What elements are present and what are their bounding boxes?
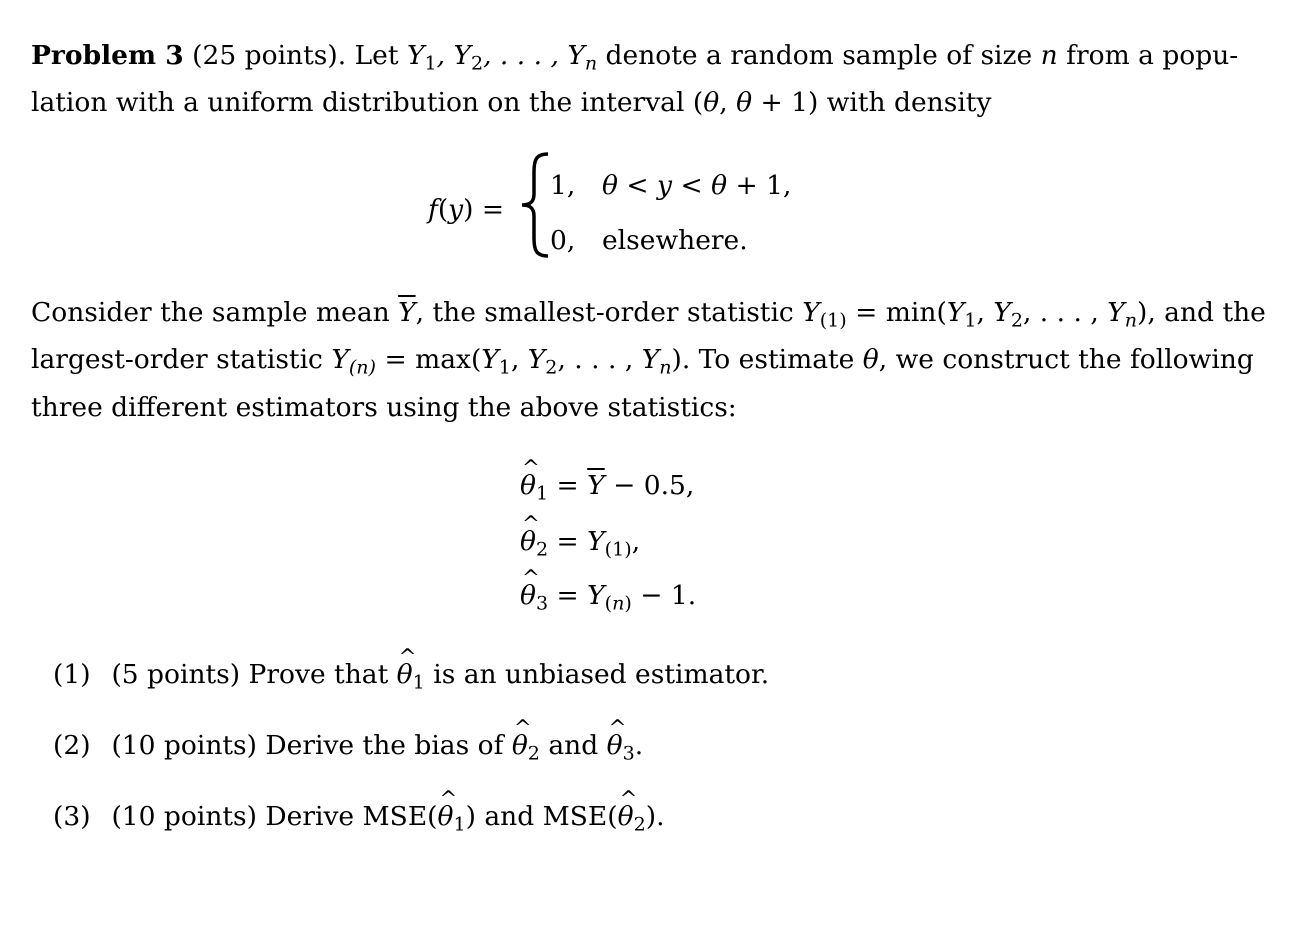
- question-text: ) and MSE(: [465, 801, 618, 832]
- estimator-1-rhs: − 0.5,: [604, 470, 695, 501]
- problem-label: Problem 3: [31, 40, 184, 71]
- question-text: .: [634, 730, 644, 761]
- intro-text: with density: [826, 87, 992, 118]
- max-order-statistic-symbol: $Y_{(n)}$: [331, 344, 377, 379]
- intro-line-2: [31, 87, 992, 118]
- question-text: (10 points) Derive the bias of: [111, 730, 504, 761]
- question-text: and: [548, 730, 599, 761]
- intro-text: denote a random sample of size: [605, 40, 1033, 71]
- theta-symbol: θ: [862, 344, 879, 375]
- question-number: (1): [53, 659, 91, 690]
- question-text: is an unbiased estimator.: [433, 659, 770, 690]
- question-text: (10 points) Derive MSE(: [111, 801, 438, 832]
- density-lhs: f(y) =: [428, 194, 505, 225]
- stat-text: Consider the sample mean: [31, 297, 390, 328]
- estimator-3: ^ $\theta_3 = Y_{(n)} - 1$.: [520, 580, 696, 611]
- question-1: (1) (5 points) Prove that ^ $\theta_1$ is an unbiased estimator.: [53, 659, 769, 690]
- stat-text: three different estimators using the above statistics:: [31, 392, 737, 423]
- sample-size-symbol: n: [1040, 40, 1058, 71]
- question-number: (3): [53, 801, 91, 832]
- stat-text: , the smallest-order statistic: [415, 297, 794, 328]
- stat-text: , we construct the following: [878, 344, 1254, 375]
- intro-text: lation with a uniform distribution on the interval: [31, 87, 685, 118]
- statistics-line-2: [31, 344, 1254, 379]
- intro-line-1: [31, 40, 1239, 75]
- max-definition: = $\max(Y_1$, $Y_2$, . . . , $Y_n$). To estimate: [384, 344, 855, 379]
- statistics-line-1: [31, 297, 1266, 332]
- estimator-2-rhs: ,: [631, 526, 641, 557]
- case-1-value: 1,: [550, 170, 576, 201]
- question-text: ).: [645, 801, 665, 832]
- question-2: (2) (10 points) Derive the bias of ^ $\theta_2$ and ^ $\theta_3$.: [53, 730, 643, 761]
- statistics-line-3: [31, 392, 737, 423]
- question-number: (2): [53, 730, 91, 761]
- interval: (θ, θ + 1): [692, 87, 819, 118]
- case-2-value: 0,: [550, 225, 576, 256]
- estimator-1: ^ $\theta_1 = \overline{Y} - 0.5$,: [520, 470, 694, 501]
- min-order-statistic-symbol: $Y_{(1)}$: [802, 297, 847, 332]
- intro-text: Let: [354, 40, 399, 71]
- estimator-3-rhs: − 1.: [631, 580, 697, 611]
- case-1-condition: θ < y < θ + 1,: [602, 170, 792, 201]
- problem-points: (25 points).: [192, 40, 347, 71]
- intro-text: from a popu-: [1066, 40, 1239, 71]
- estimator-2: ^ $\theta_2 = Y_{(1)}$,: [520, 526, 640, 557]
- left-brace-icon: [514, 150, 554, 260]
- sample-variables: $Y_1$, $Y_2$, . . . , $Y_n$: [406, 40, 598, 75]
- question-3: (3) (10 points) Derive MSE(^ $\theta_1$) and MSE(^ $\theta_2$).: [53, 801, 665, 832]
- stat-text: largest-order statistic: [31, 344, 323, 375]
- case-2-condition: elsewhere.: [602, 225, 748, 256]
- question-text: (5 points) Prove that: [111, 659, 389, 690]
- sample-mean-symbol: $\overline{Y}$: [398, 297, 416, 328]
- min-definition: = $\min(Y_1$, $Y_2$, . . . , $Y_n$), and the: [855, 297, 1266, 332]
